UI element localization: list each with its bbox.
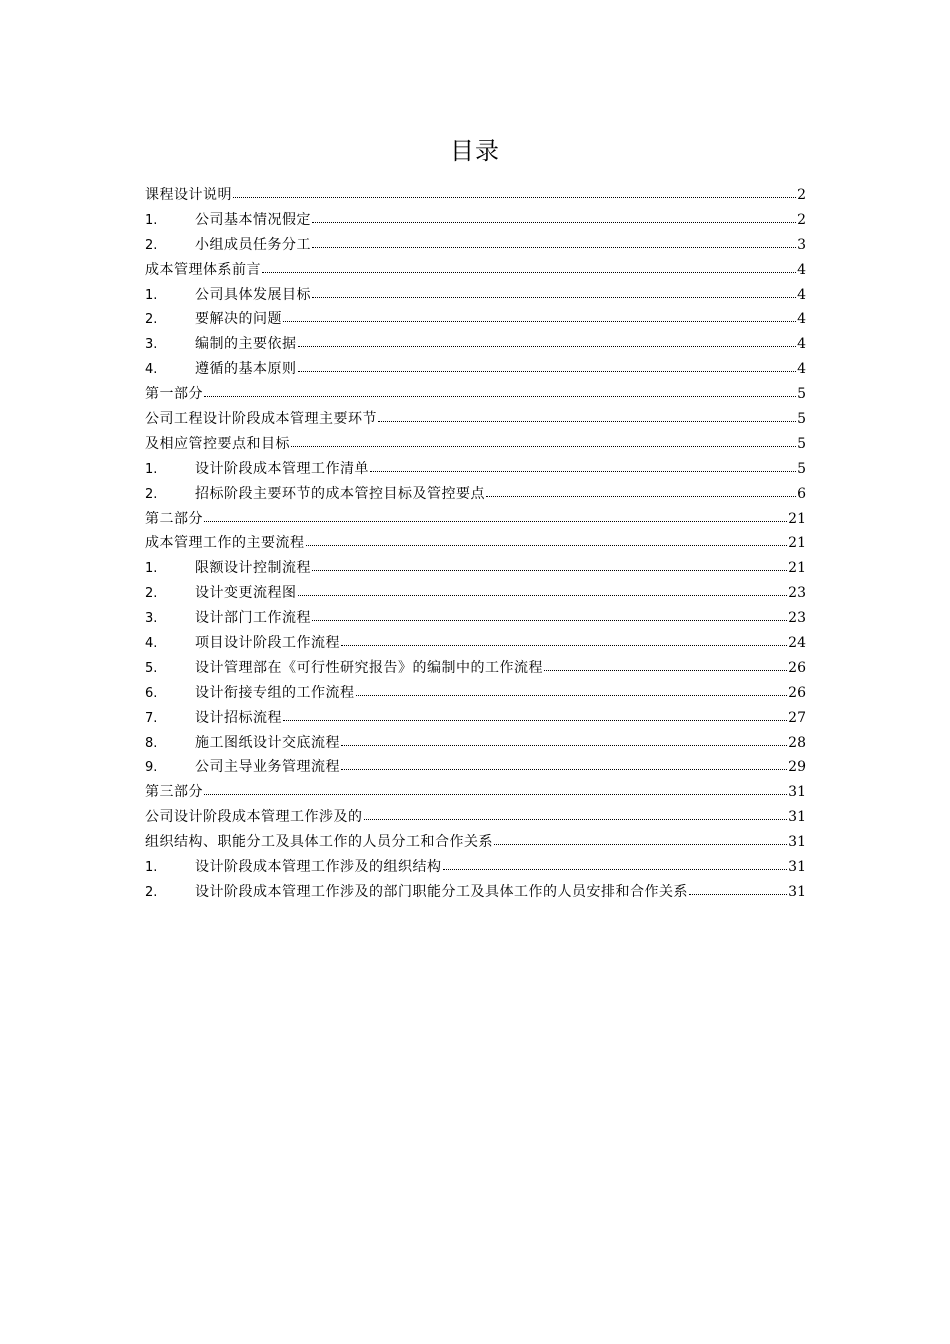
toc-page-number: 4 — [797, 361, 806, 378]
toc-entry-14[interactable] — [145, 531, 806, 556]
toc-entry-number: 2. — [145, 586, 158, 602]
toc-entry-number: 8. — [145, 735, 158, 751]
toc-entry-text: 项目设计阶段工作流程 — [195, 635, 340, 652]
toc-page-number: 31 — [788, 859, 806, 876]
toc-entry-text: 设计管理部在《可行性研究报告》的编制中的工作流程 — [195, 659, 543, 676]
toc-page-number: 24 — [788, 635, 806, 652]
toc-page-number: 6 — [797, 485, 806, 502]
toc-entry-text: 设计阶段成本管理工作清单 — [195, 460, 369, 477]
toc-entry-number: 1. — [145, 461, 158, 477]
toc-entry-text: 公司工程设计阶段成本管理主要环节 — [145, 411, 377, 428]
toc-entry-text: 第一部分 — [145, 386, 203, 403]
toc-page-number: 3 — [797, 236, 806, 253]
toc-entry-text: 组织结构、职能分工及具体工作的人员分工和合作关系 — [145, 834, 493, 851]
toc-entry-number: 5. — [145, 660, 158, 676]
toc-entry-number: 6. — [145, 685, 158, 701]
toc-entry-15[interactable] — [145, 556, 806, 581]
toc-entry-24[interactable] — [145, 780, 806, 805]
toc-entry-8[interactable] — [145, 382, 806, 407]
toc-entry-12[interactable] — [145, 482, 806, 507]
toc-entry-text: 公司基本情况假定 — [195, 211, 311, 228]
toc-entry-text: 公司具体发展目标 — [195, 286, 311, 303]
toc-page-number: 29 — [788, 759, 806, 776]
toc-leader-dots — [262, 266, 796, 273]
toc-leader-dots — [378, 415, 796, 422]
toc-leader-dots — [298, 589, 788, 596]
toc-entry-7[interactable] — [145, 357, 806, 382]
toc-entry-text: 公司设计阶段成本管理工作涉及的 — [145, 809, 363, 826]
toc-entry-9[interactable] — [145, 407, 806, 432]
toc-entry-number: 2. — [145, 486, 158, 502]
toc-entry-text: 遵循的基本原则 — [195, 361, 297, 378]
toc-leader-dots — [204, 788, 787, 795]
toc-entry-text: 施工图纸设计交底流程 — [195, 734, 340, 751]
toc-page-number: 21 — [788, 510, 806, 527]
toc-entry-text: 编制的主要依据 — [195, 336, 297, 353]
toc-entry-19[interactable] — [145, 656, 806, 681]
toc-entry-number: 1. — [145, 212, 158, 228]
page-title: 目录 — [450, 137, 500, 165]
toc-entry-number: 1. — [145, 860, 158, 876]
toc-page-number: 26 — [788, 684, 806, 701]
toc-entry-number: 2. — [145, 884, 158, 900]
toc-leader-dots — [312, 291, 796, 298]
toc-page-number: 4 — [797, 286, 806, 303]
toc-entry-26[interactable] — [145, 830, 806, 855]
toc-leader-dots — [291, 440, 796, 447]
toc-entry-number: 4. — [145, 362, 158, 378]
toc-entry-18[interactable] — [145, 631, 806, 656]
toc-entry-text: 要解决的问题 — [195, 311, 282, 328]
toc-entry-0[interactable] — [145, 183, 806, 208]
toc-page-number: 21 — [788, 535, 806, 552]
toc-entry-text: 课程设计说明 — [145, 187, 232, 203]
toc-leader-dots — [341, 763, 787, 770]
toc-entry-number: 3. — [145, 337, 158, 353]
toc-leader-dots — [312, 241, 796, 248]
toc-entry-20[interactable] — [145, 681, 806, 706]
toc-entry-2[interactable] — [145, 233, 806, 258]
toc-page-number: 23 — [788, 585, 806, 602]
toc-entry-11[interactable] — [145, 457, 806, 482]
toc-page-number: 28 — [788, 734, 806, 751]
toc-leader-dots — [356, 689, 788, 696]
toc-entry-number: 7. — [145, 710, 158, 726]
toc-entry-text: 及相应管控要点和目标 — [145, 435, 290, 452]
toc-leader-dots — [283, 315, 796, 322]
toc-leader-dots — [486, 490, 796, 497]
toc-leader-dots — [298, 365, 797, 372]
toc-leader-dots — [312, 614, 787, 621]
toc-entry-text: 设计部门工作流程 — [195, 610, 311, 627]
toc-entry-number: 9. — [145, 760, 158, 776]
toc-entry-5[interactable] — [145, 307, 806, 332]
toc-page-number: 31 — [788, 883, 806, 900]
toc-entry-22[interactable] — [145, 731, 806, 756]
toc-entry-17[interactable] — [145, 606, 806, 631]
toc-entry-number: 2. — [145, 237, 158, 253]
toc-page-number: 31 — [788, 784, 806, 801]
table-of-contents — [145, 183, 806, 905]
toc-entry-3[interactable] — [145, 258, 806, 283]
toc-page-number: 31 — [788, 834, 806, 851]
toc-entry-text: 成本管理体系前言 — [145, 261, 261, 278]
toc-page-number: 31 — [788, 809, 806, 826]
toc-entry-text: 设计变更流程图 — [195, 585, 297, 602]
toc-page-number: 5 — [797, 460, 806, 477]
toc-leader-dots — [312, 216, 796, 223]
toc-page-number: 2 — [797, 187, 806, 203]
toc-page-number: 4 — [797, 261, 806, 278]
toc-entry-text: 设计阶段成本管理工作涉及的部门职能分工及具体工作的人员安排和合作关系 — [195, 883, 688, 900]
toc-entry-28[interactable] — [145, 880, 806, 905]
toc-leader-dots — [494, 838, 787, 845]
toc-entry-13[interactable] — [145, 507, 806, 532]
toc-page-number: 4 — [797, 336, 806, 353]
toc-leader-dots — [204, 515, 787, 522]
toc-entry-text: 限额设计控制流程 — [195, 560, 311, 577]
toc-leader-dots — [544, 664, 787, 671]
toc-page-number: 27 — [788, 709, 806, 726]
toc-page-number: 26 — [788, 659, 806, 676]
toc-entry-text: 招标阶段主要环节的成本管控目标及管控要点 — [195, 485, 485, 502]
toc-entry-number: 1. — [145, 561, 158, 577]
toc-page-number: 5 — [797, 386, 806, 403]
toc-entry-text: 第三部分 — [145, 784, 203, 801]
toc-leader-dots — [233, 191, 796, 198]
toc-entry-27[interactable] — [145, 855, 806, 880]
toc-entry-23[interactable] — [145, 755, 806, 780]
toc-page-number: 23 — [788, 610, 806, 627]
toc-entry-number: 4. — [145, 636, 158, 652]
toc-entry-25[interactable] — [145, 805, 806, 830]
toc-entry-number: 2. — [145, 312, 158, 328]
toc-entry-text: 设计阶段成本管理工作涉及的组织结构 — [195, 859, 442, 876]
toc-entry-21[interactable] — [145, 706, 806, 731]
toc-entry-16[interactable] — [145, 581, 806, 606]
toc-leader-dots — [443, 863, 788, 870]
toc-entry-text: 小组成员任务分工 — [195, 236, 311, 253]
toc-page-number: 4 — [797, 311, 806, 328]
toc-entry-text: 设计衔接专组的工作流程 — [195, 684, 355, 701]
toc-leader-dots — [689, 888, 787, 895]
toc-page-number: 2 — [797, 211, 806, 228]
toc-page-number: 5 — [797, 435, 806, 452]
toc-leader-dots — [204, 390, 796, 397]
toc-entry-text: 公司主导业务管理流程 — [195, 759, 340, 776]
toc-leader-dots — [364, 813, 788, 820]
toc-entry-1[interactable] — [145, 208, 806, 233]
toc-leader-dots — [306, 539, 788, 546]
toc-page-number: 5 — [797, 411, 806, 428]
toc-entry-10[interactable] — [145, 432, 806, 457]
toc-entry-number: 3. — [145, 611, 158, 627]
toc-leader-dots — [283, 714, 787, 721]
toc-entry-6[interactable] — [145, 332, 806, 357]
toc-leader-dots — [341, 639, 787, 646]
toc-leader-dots — [312, 564, 787, 571]
toc-entry-text: 第二部分 — [145, 510, 203, 527]
toc-leader-dots — [298, 340, 797, 347]
toc-leader-dots — [370, 465, 796, 472]
toc-entry-4[interactable] — [145, 283, 806, 308]
toc-leader-dots — [341, 739, 787, 746]
toc-entry-text: 成本管理工作的主要流程 — [145, 535, 305, 552]
toc-entry-text: 设计招标流程 — [195, 709, 282, 726]
toc-entry-number: 1. — [145, 287, 158, 303]
toc-page-number: 21 — [788, 560, 806, 577]
